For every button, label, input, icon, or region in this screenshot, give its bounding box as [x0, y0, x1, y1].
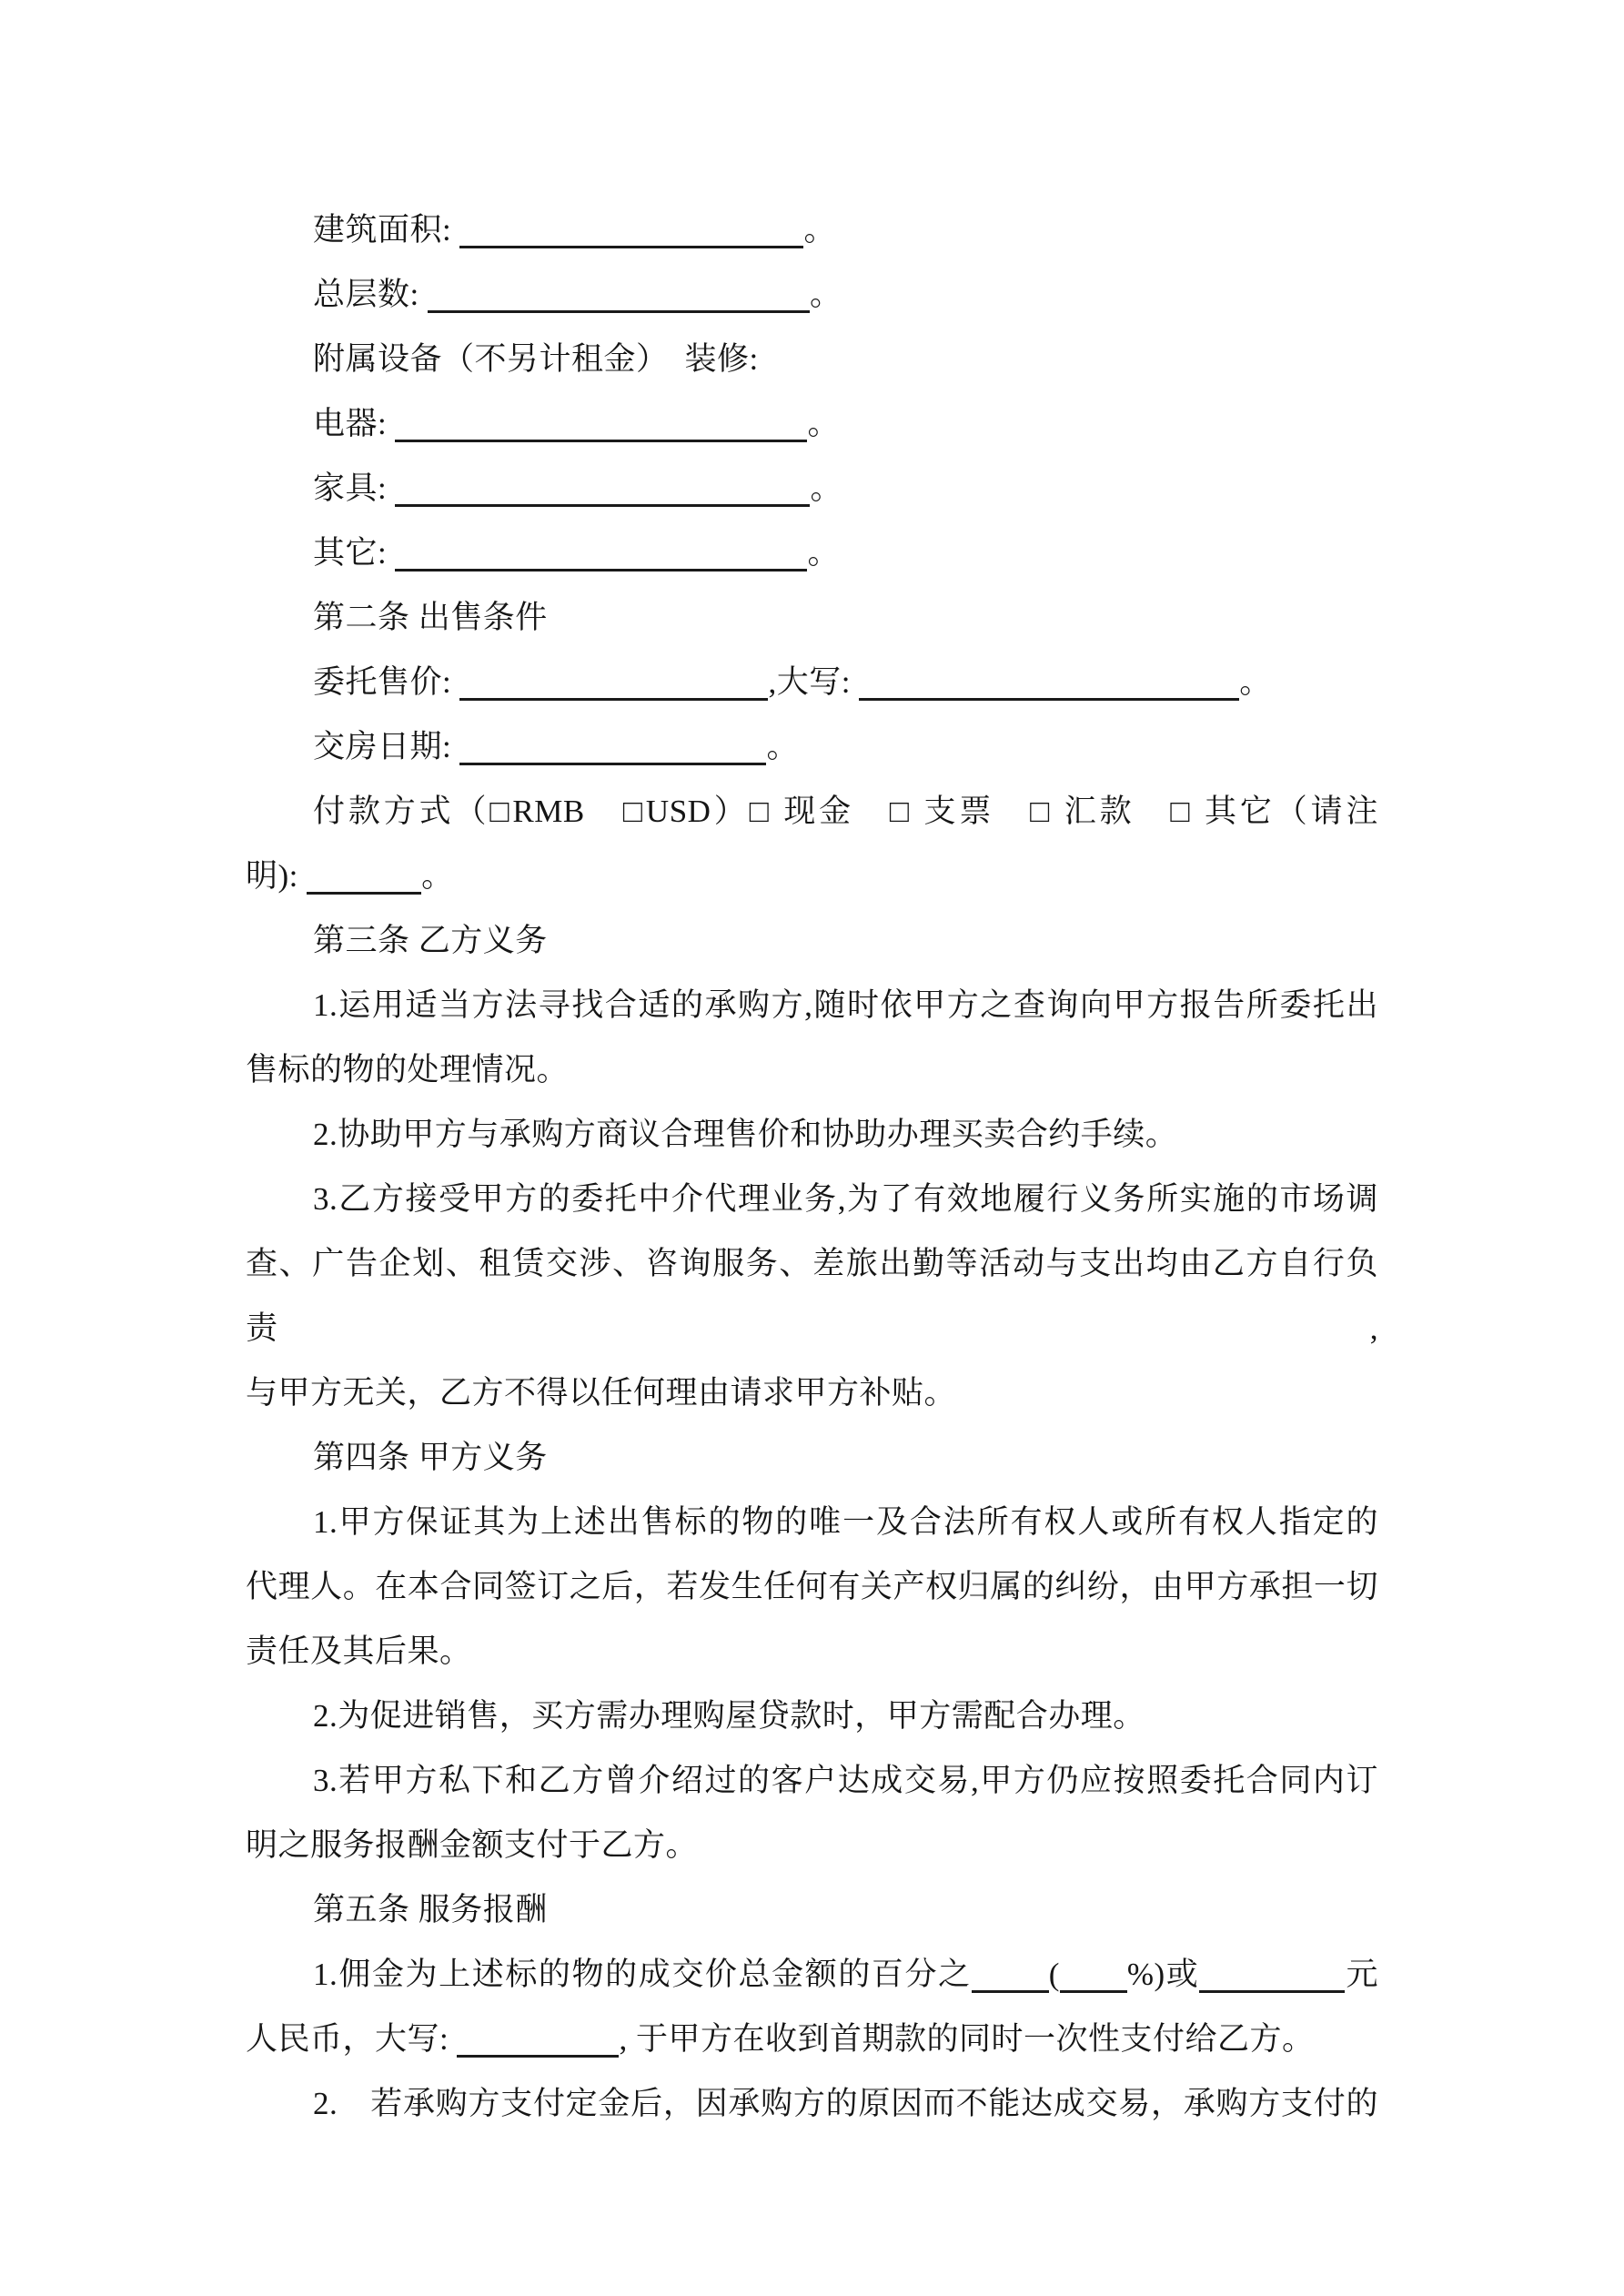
article-5-heading — [246, 1877, 1378, 1942]
checkbox-icon: □ — [1030, 794, 1054, 829]
blank-underline — [1199, 1988, 1345, 1993]
text-segment: 委托售价: — [313, 664, 460, 700]
text-segment: 交房日期: — [313, 729, 460, 764]
clause-4-2 — [246, 1684, 1378, 1748]
text-segment: 1.运用适当方法寻找合适的承购方,随时依甲方之查询向甲方报告所委托出 — [313, 987, 1378, 1023]
article-4-heading — [246, 1425, 1378, 1490]
text-segment: 。 — [809, 277, 842, 312]
clause-3-1-line-2 — [246, 1037, 1378, 1102]
clause-4-1-line-1 — [246, 1490, 1378, 1554]
clause-3-3-line-1 — [246, 1167, 1378, 1231]
text-segment: 。 — [803, 212, 836, 248]
text-segment: 第五条 服务报酬 — [313, 1892, 548, 1927]
appliances-field-line — [246, 391, 1378, 456]
blank-underline — [395, 438, 807, 442]
text-segment: 2.为促进销售，买方需办理购屋贷款时，甲方需配合办理。 — [313, 1698, 1145, 1734]
checkbox-icon: □ — [489, 794, 513, 829]
other-field-line — [246, 521, 1378, 585]
text-segment: 建筑面积: — [313, 212, 460, 248]
checkbox-icon: □ — [889, 794, 913, 829]
text-segment: 1.甲方保证其为上述出售标的物的唯一及合法所有权人或所有权人指定的 — [313, 1504, 1378, 1540]
text-segment: USD） — [645, 794, 750, 829]
text-segment: 其它: — [313, 535, 396, 571]
text-segment: 第四条 甲方义务 — [313, 1440, 548, 1475]
blank-underline — [307, 890, 421, 895]
checkbox-icon: □ — [1170, 794, 1194, 829]
text-segment: 总层数: — [313, 277, 428, 312]
blank-underline — [459, 761, 766, 765]
attached-equipment-label-line — [246, 327, 1378, 391]
text-segment: 家具: — [313, 470, 396, 506]
text-segment: 查、广告企划、租赁交涉、咨询服务、差旅出勤等活动与支出均由乙方自行负责, — [246, 1246, 1378, 1346]
text-segment: 明之服务报酬金额支付于乙方。 — [246, 1827, 699, 1863]
clause-5-1-line-2 — [246, 2007, 1378, 2071]
blank-underline — [1060, 1988, 1127, 1993]
text-segment: , 于甲方在收到首期款的同时一次性支付给乙方。 — [619, 2021, 1315, 2057]
blank-underline — [395, 567, 807, 571]
payment-method-note-continuation — [246, 844, 1378, 908]
text-segment: ( — [1048, 1957, 1060, 1992]
clause-3-3-line-3 — [246, 1360, 1378, 1425]
blank-underline — [457, 2053, 619, 2058]
text-segment: 现金 — [772, 794, 890, 829]
article-2-heading — [246, 585, 1378, 650]
checkbox-icon: □ — [749, 794, 772, 829]
text-segment: 电器: — [313, 406, 396, 441]
text-segment: 与甲方无关，乙方不得以任何理由请求甲方补贴。 — [246, 1375, 957, 1411]
clause-5-1-line-1 — [246, 1942, 1378, 2007]
text-segment: ,大写: — [768, 664, 860, 700]
furniture-field-line — [246, 456, 1378, 521]
blank-underline — [859, 696, 1239, 701]
text-segment: 责任及其后果。 — [246, 1633, 472, 1669]
handover-date-field-line — [246, 714, 1378, 779]
clause-3-2 — [246, 1102, 1378, 1167]
blank-underline — [459, 696, 768, 701]
blank-underline — [459, 244, 803, 248]
text-segment: 2.协助甲方与承购方商议合理售价和协助办理买卖合约手续。 — [313, 1117, 1178, 1152]
payment-method-options-line — [246, 779, 1378, 844]
total-floors-field-line — [246, 262, 1378, 327]
text-segment: 。 — [1239, 664, 1272, 700]
text-segment: 第三条 乙方义务 — [313, 923, 548, 958]
text-segment: 第二条 出售条件 — [313, 600, 548, 635]
text-segment: 1.佣金为上述标的物的成交价总金额的百分之 — [313, 1957, 972, 1992]
clause-4-3-line-1 — [246, 1748, 1378, 1813]
text-segment: 附属设备（不另计租金） 装修: — [313, 341, 759, 377]
text-segment: 。 — [807, 406, 840, 441]
text-segment: 。 — [810, 470, 842, 506]
text-segment: 。 — [421, 858, 454, 894]
blank-underline — [395, 502, 810, 507]
blank-underline — [972, 1988, 1049, 1993]
text-segment: 元 — [1345, 1957, 1378, 1992]
checkbox-icon: □ — [622, 794, 646, 829]
text-segment: 。 — [766, 729, 799, 764]
text-segment: 其它（请注 — [1193, 794, 1378, 829]
clause-3-3-line-2 — [246, 1231, 1378, 1360]
clause-4-3-line-2 — [246, 1813, 1378, 1877]
clause-3-1-line-1 — [246, 973, 1378, 1037]
blank-underline — [428, 308, 810, 313]
text-segment: 3.若甲方私下和乙方曾介绍过的客户达成交易,甲方仍应按照委托合同内订 — [313, 1763, 1378, 1798]
text-segment: 汇款 — [1053, 794, 1171, 829]
text-segment: 付款方式（ — [313, 794, 490, 829]
text-segment: 2. 若承购方支付定金后，因承购方的原因而不能达成交易，承购方支付的 — [313, 2086, 1378, 2121]
clause-5-2-line-1 — [246, 2071, 1378, 2136]
text-segment: 代理人。在本合同签订之后，若发生任何有关产权归属的纠纷，由甲方承担一切 — [246, 1569, 1378, 1604]
text-segment: 售标的物的处理情况。 — [246, 1052, 570, 1087]
text-segment: 。 — [807, 535, 840, 571]
text-segment: RMB — [512, 794, 623, 829]
clause-4-1-line-3 — [246, 1619, 1378, 1684]
building-area-field-line — [246, 197, 1378, 262]
text-segment: 支票 — [912, 794, 1031, 829]
text-segment: 人民币，大写: — [246, 2021, 458, 2057]
text-segment: 明): — [246, 858, 308, 894]
clause-4-1-line-2 — [246, 1554, 1378, 1619]
text-segment: 3.乙方接受甲方的委托中介代理业务,为了有效地履行义务所实施的市场调 — [313, 1181, 1378, 1217]
article-3-heading — [246, 908, 1378, 973]
asking-price-field-line — [246, 650, 1378, 714]
text-segment: %)或 — [1126, 1957, 1200, 1992]
